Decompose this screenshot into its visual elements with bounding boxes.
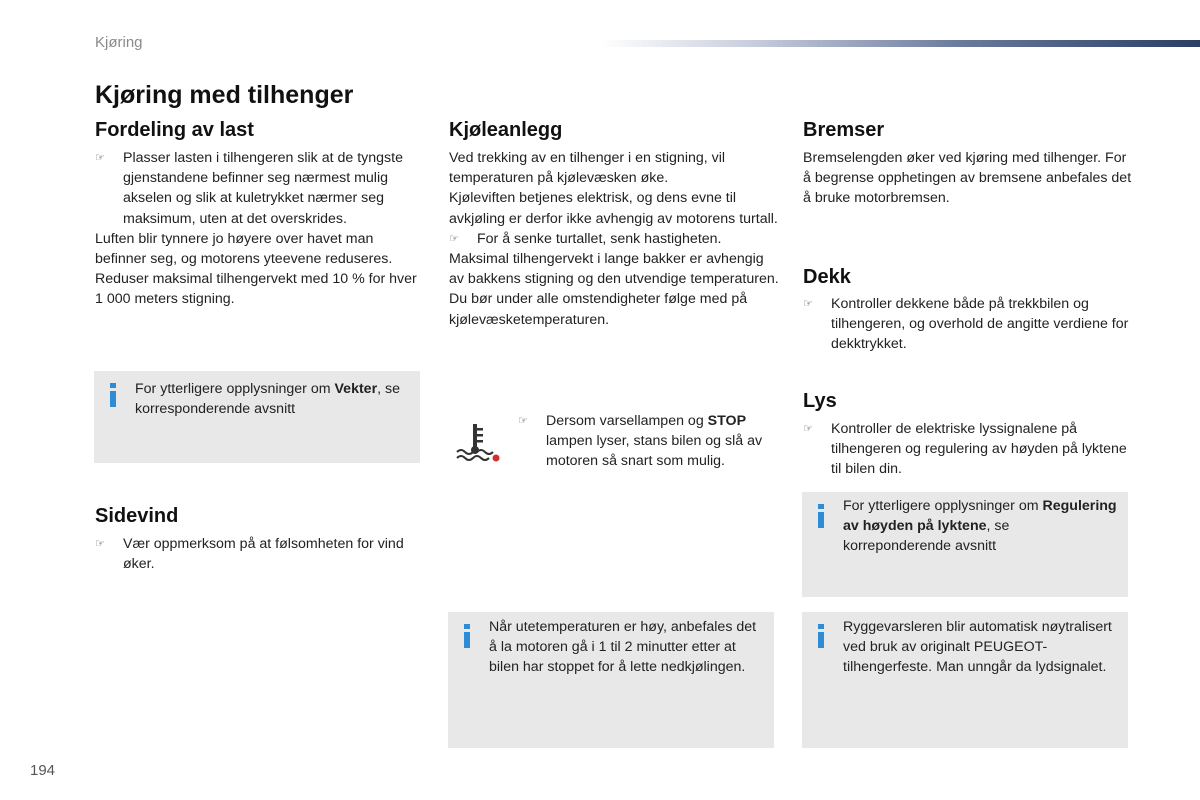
pointing-hand-icon: ☞ [449,231,459,245]
pointing-hand-icon: ☞ [803,422,813,435]
info-text: For ytterligere opplysninger om Vekter, se korresponderende avsnitt [135,381,400,418]
heading-sidevind: Sidevind [95,505,179,527]
coolant-temperature-icon [453,421,503,465]
info-text: Når utetemperaturen er høy, anbefales det å la motoren gå i 1 til 2 minutter etter at bilen har stoppet for å lette nedkjølingen. [489,619,757,676]
info-icon [816,504,826,528]
bullet-text: Kontroller dekkene både på trekkbilen og tilhengeren, og overhold de angitte verdiene for dekktrykket. [831,296,1129,353]
cross-reference-link[interactable]: Vekter [334,381,378,397]
heading-kjoleanlegg: Kjøleanlegg [449,119,563,141]
info-box-ryggevarsler [802,612,1128,748]
heading-fordeling-av-last: Fordeling av last [95,119,254,141]
section-sidevind [95,504,425,574]
info-box-vekter [94,371,420,463]
heading-bremser: Bremser [803,119,885,141]
header-gradient-bar [600,40,1200,47]
page-number: 194 [30,762,56,779]
info-box-utetemperatur [448,612,774,748]
info-icon [108,383,118,407]
heading-dekk: Dekk [803,266,851,288]
section-lys [803,389,1133,480]
list-item [95,534,425,574]
info-box-lyktene [802,492,1128,597]
pointing-hand-icon: ☞ [95,537,105,550]
section-dekk [803,265,1133,355]
bullet-text: Vær oppmerksom på at følsomheten for vind øker. [123,536,404,573]
paragraph: Luften blir tynnere jo høyere over havet man befinner seg, og motorens yteevene reduseres. Reduser maksimal tilhengervekt med 10 % for hver 1 000 meters stigning. [95,230,417,308]
section-bremser [803,118,1133,209]
section-label: Kjøring [95,34,143,51]
info-text: Ryggevarsleren blir automatisk nøytralisert ved bruk av originalt PEUGEOT-tilhengerfeste. Man unngår da lydsignalet. [843,619,1112,676]
info-icon [462,624,472,648]
list-item [95,148,425,229]
pointing-hand-icon: ☞ [518,414,528,427]
paragraph: Bremselengden øker ved kjøring med tilhenger. For å begrense opphetingen av bremsene anbefales det å bruke motorbremsen. [803,150,1132,207]
info-text: For ytterligere opplysninger om Regulering av høyden på lyktene, se korreponderende avsnitt [843,498,1117,555]
list-item [803,419,1133,480]
paragraph: Maksimal tilhengervekt i lange bakker er avhengig av bakkens stigning og den utvendige temperaturen. [449,251,779,288]
bullet-text: For å senke turtallet, senk hastigheten. [477,230,722,247]
pointing-hand-icon: ☞ [95,151,105,164]
list-item [803,294,1133,355]
cross-reference-link[interactable]: Regulering av høyden på lyktene [843,498,1117,535]
info-icon [816,624,826,648]
warning-item: ☞ Dersom varsellampen og STOP lampen lyser, stans bilen og slå av motoren så snart som mulig. [518,413,763,470]
paragraph: Ved trekking av en tilhenger i en stigning, vil temperaturen på kjølevæsken øke. [449,150,726,187]
list-item [449,229,779,249]
section-kjoleanlegg [449,118,779,330]
paragraph: Kjøleviften betjenes elektrisk, og dens evne til avkjøling er derfor ikke avhengig av motorens turtall. [449,190,778,227]
paragraph: Du bør under alle omstendigheter følge med på kjølevæsketemperaturen. [449,291,748,328]
bullet-text: Kontroller de elektriske lyssignalene på tilhengeren og regulering av høyden på lyktene til bilen din. [831,421,1127,478]
section-fordeling-av-last [95,118,425,310]
pointing-hand-icon: ☞ [803,297,813,310]
heading-lys: Lys [803,390,837,412]
bullet-text: Plasser lasten i tilhengeren slik at de tyngste gjenstandene befinner seg nærmest mulig akselen og slik at kuletrykket nærmer seg maksimum, uten at det overskrides. [123,150,403,227]
page-title: Kjøring med tilhenger [95,81,354,109]
